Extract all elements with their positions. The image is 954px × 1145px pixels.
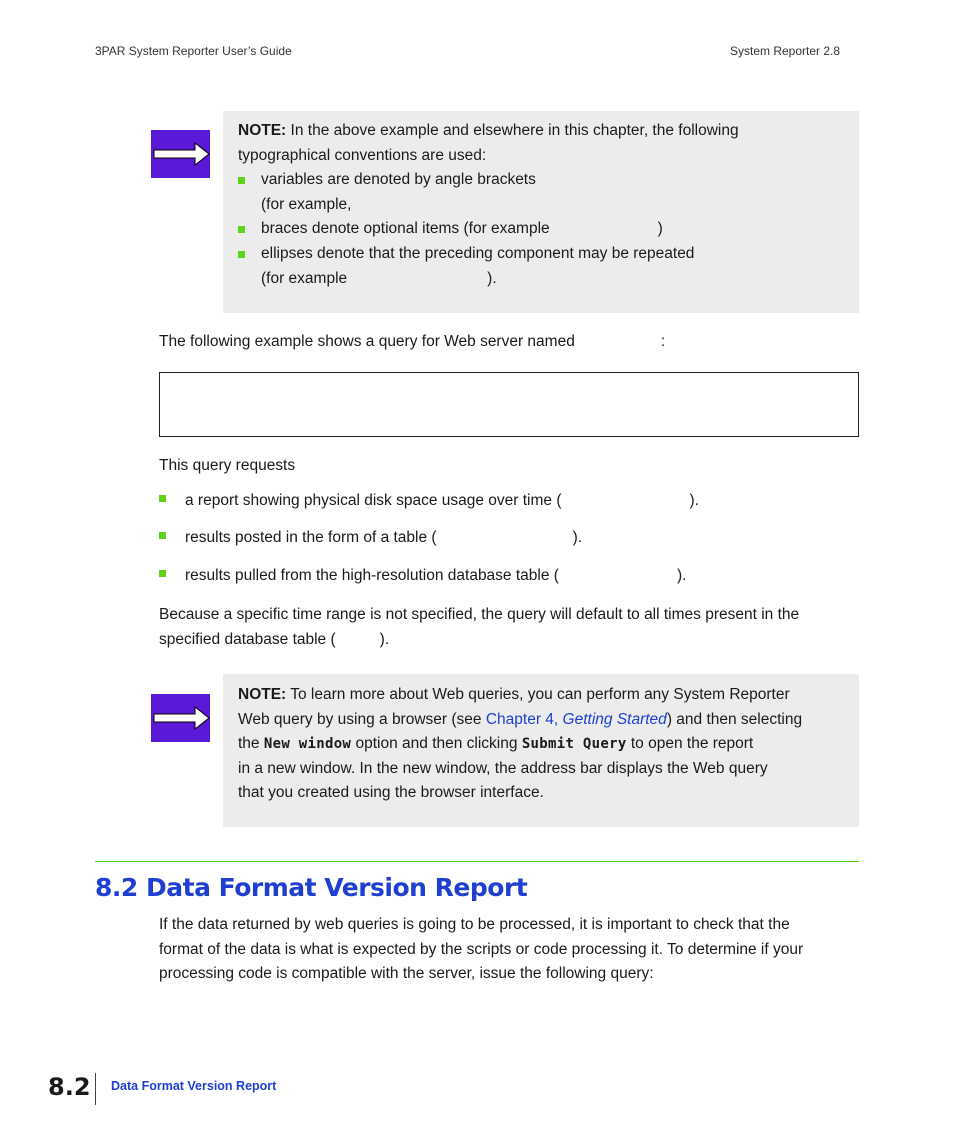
bullet-icon <box>238 177 245 184</box>
note-box-conventions <box>223 111 859 313</box>
section-divider <box>95 861 859 862</box>
list-item: results pulled from the high-resolution database table ( ). <box>159 567 686 585</box>
section-title: 8.2 Data Format Version Report <box>95 873 528 902</box>
bullet-icon <box>238 226 245 233</box>
list-item: variables are denoted by angle brackets <box>238 168 845 193</box>
list-item: results posted in the form of a table ( ). <box>159 529 582 547</box>
note-label: NOTE: <box>238 122 287 139</box>
footer-divider <box>95 1073 96 1105</box>
section-paragraph: If the data returned by web queries is going to be processed, it is important to check that the format of the data is what is expected by the scripts or code processing it. To determine if your processing code is compatible with the server, issue the following query: <box>159 916 804 983</box>
note-box-web-queries: NOTE: To learn more about Web queries, you can perform any System Reporter Web query by using a browser (see Chapter 4, Getting Started) and then selecting the New window option and then clicking Submit Query to open the report in a new window. In the new window, the address bar displays the Web query that you created using the browser interface. <box>223 674 859 827</box>
header-left: 3PAR System Reporter User’s Guide <box>95 44 292 58</box>
list-item: a report showing physical disk space usage over time ( ). <box>159 492 699 510</box>
code-box <box>159 372 859 437</box>
list-item: braces denote optional items (for example ) <box>238 217 845 242</box>
bullet-icon <box>159 532 166 539</box>
note-label: NOTE: <box>238 686 287 703</box>
note-text: In the above example and elsewhere in this chapter, the following <box>290 122 739 139</box>
query-intro: The following example shows a query for Web server named : <box>159 333 666 350</box>
list-item: ellipses denote that the preceding component may be repeated <box>238 242 845 267</box>
bullet-icon <box>159 570 166 577</box>
note-arrow-icon <box>151 694 210 742</box>
page-number: 8.2 <box>48 1073 91 1101</box>
list-item-sub: (for example ). <box>261 269 497 287</box>
requests-lead: This query requests <box>159 457 296 474</box>
bullet-icon <box>238 251 245 258</box>
submit-query-code: Submit Query <box>521 736 627 753</box>
note-text: typographical conventions are used: <box>238 146 487 164</box>
paragraph-because: Because a specific time range is not specified, the query will default to all times present in the specified database table ( ). <box>159 606 800 648</box>
new-window-code: New window <box>263 736 352 753</box>
header-right: System Reporter 2.8 <box>730 44 841 58</box>
list-item-sub: (for example, <box>261 195 352 213</box>
chapter-link[interactable]: Chapter 4, Getting Started <box>485 710 667 728</box>
bullet-icon <box>159 495 166 502</box>
footer-title: Data Format Version Report <box>111 1079 277 1093</box>
note-arrow-icon <box>151 130 210 178</box>
